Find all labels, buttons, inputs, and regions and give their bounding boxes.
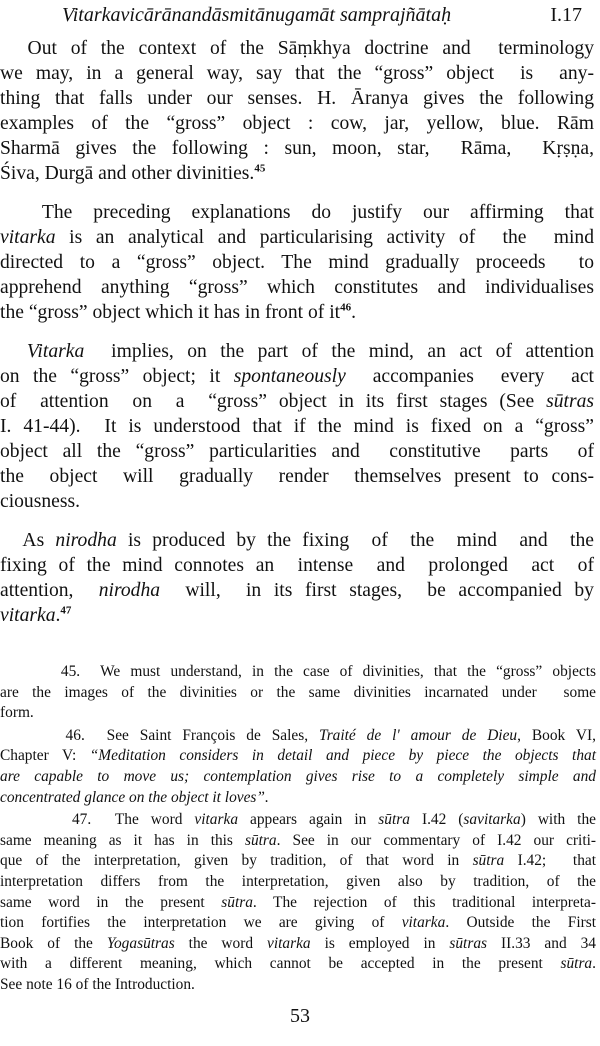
text-run: savitarka (463, 811, 521, 829)
text-line (0, 161, 594, 186)
text-run: . (55, 605, 61, 626)
text-run: Traité de l' amour de Dieu (318, 726, 518, 744)
text-line (0, 489, 594, 514)
text-run: vitarka (267, 934, 311, 952)
text-line (0, 389, 594, 414)
text-run: See note 16 of the Introduction. (0, 975, 195, 993)
text-run: I.42 ( (409, 811, 464, 829)
text-line (0, 111, 594, 136)
text-run: 45 (254, 162, 266, 175)
text-line (0, 703, 596, 724)
text-line (0, 464, 594, 489)
text-run: , Book VI, (517, 726, 596, 744)
footnotes (0, 662, 596, 998)
main-text (0, 36, 600, 642)
text-run: sūtras (449, 934, 488, 952)
text-line (0, 954, 596, 975)
text-run: apprehend anything “gross” which constitutes and individualises (0, 277, 594, 298)
text-line (0, 872, 596, 893)
text-run: of attention on a “gross” object in its first stages (See (0, 391, 547, 412)
text-run: 46. See Saint François de Sales, (0, 726, 319, 744)
text-run: same word in the present (0, 893, 222, 911)
text-line (0, 683, 596, 704)
text-run: sūtra (472, 852, 505, 870)
paragraph (0, 36, 594, 186)
running-header-title: Vitarkavicārānandāsmitānugamāt samprajñātaḥ (62, 4, 452, 26)
text-line (0, 662, 596, 683)
text-run: directed to a “gross” object. The mind gradually proceeds to (0, 252, 594, 273)
text-run: object all the “gross” particularities and constitutive parts of (0, 441, 594, 462)
running-header-ref: I.17 (550, 4, 582, 26)
text-line (0, 200, 594, 225)
footnote (0, 726, 596, 808)
text-run: “Meditation considers in detail and piece by piece the objects that (89, 747, 597, 765)
running-header (62, 4, 582, 30)
text-run: form. (0, 704, 34, 722)
text-run: thing that falls under our senses. H. Āranya gives the following (0, 88, 594, 109)
text-run: the object will gradually render themselves present to cons- (0, 466, 594, 487)
text-line (0, 61, 594, 86)
text-line (0, 810, 596, 831)
text-run: attention, (0, 580, 99, 601)
text-run: implies, on the part of the mind, an act of attention (84, 341, 594, 362)
text-run: with a different meaning, which cannot be accepted in the present (0, 955, 561, 973)
text-run: As (0, 530, 56, 551)
text-run: Out of the context of the Sāṃkhya doctrine and terminology (0, 38, 594, 59)
text-run: Vitarka (26, 341, 85, 362)
text-run: sūtra (244, 831, 277, 849)
text-run: is produced by the fixing of the mind and the (116, 530, 594, 551)
text-line (0, 225, 594, 250)
text-run: . The rejection of this traditional interpreta- (252, 893, 596, 911)
text-run: the word (174, 934, 268, 952)
text-run: sūtra (221, 893, 253, 911)
text-run: concentrated glance on the object it loves”. (0, 788, 269, 806)
text-line (0, 36, 594, 61)
text-line (0, 767, 596, 788)
text-run: we may, in a general way, say that the “gross” object is any- (0, 63, 594, 84)
paragraph (0, 528, 594, 628)
text-run: nirodha (55, 530, 117, 551)
text-line (0, 300, 594, 325)
text-run: sūtras (546, 391, 594, 412)
footnote (0, 662, 596, 724)
text-line (0, 831, 596, 852)
text-run: The preceding explanations do justify our affirming that (0, 202, 595, 223)
text-run: same meaning as it has in this (0, 831, 245, 849)
text-run: 47 (60, 604, 72, 617)
text-line (0, 439, 594, 464)
text-run: accompanies every act (345, 366, 594, 387)
text-run: vitarka (0, 227, 56, 248)
text-run: Śiva, Durgā and other divinities. (0, 163, 255, 184)
paragraph (0, 200, 594, 325)
text-run: appears again in (238, 811, 379, 829)
text-line (0, 603, 594, 628)
text-run: ) with the (520, 811, 596, 829)
text-line (0, 364, 594, 389)
text-run: I.42; that (504, 852, 596, 870)
text-run: fixing of the mind connotes an intense and prolonged act of (0, 555, 594, 576)
text-line (0, 726, 596, 747)
text-line (0, 913, 596, 934)
text-run: is an analytical and particularising activity of the mind (55, 227, 594, 248)
text-run: 45. We must understand, in the case of divinities, that the “gross” objects (0, 663, 596, 680)
text-run: 46 (340, 301, 352, 314)
text-run: I. 41-44). It is understood that if the mind is fixed on a “gross” (0, 416, 594, 437)
text-run: vitarka (0, 605, 56, 626)
text-run: Yogasūtras (106, 934, 175, 952)
page-number: 53 (290, 1005, 310, 1027)
text-run: is employed in (310, 934, 450, 952)
text-run: ciousness. (0, 491, 81, 512)
text-run: on the “gross” object; it (0, 366, 234, 387)
text-run: . Outside the First (445, 914, 596, 932)
text-line (0, 788, 596, 809)
text-run: Sharmā gives the following : sun, moon, star, Rāma, Kṛṣṇa, (0, 138, 594, 159)
text-run: the “gross” object which it has in front of it (0, 302, 341, 323)
text-run: interpretation differs from the interpretation, given also by tradition, of the (0, 872, 596, 890)
text-run: . See in our commentary of I.42 our criti- (276, 831, 596, 849)
text-run: Chapter V: (0, 747, 90, 765)
text-run: spontaneously (233, 366, 346, 387)
text-line (0, 528, 594, 553)
text-run: sūtra (378, 811, 410, 829)
text-line (0, 746, 596, 767)
text-run: will, in its first stages, be accompanied by (160, 580, 594, 601)
text-run: vitarka (401, 914, 446, 932)
text-run: examples of the “gross” object : cow, jar, yellow, blue. Rām (0, 113, 594, 134)
text-run: . (351, 302, 356, 323)
text-line (0, 553, 594, 578)
text-run: sūtra (560, 955, 593, 973)
text-line (0, 339, 594, 364)
text-line (0, 250, 594, 275)
text-line (0, 975, 596, 996)
footnote (0, 810, 596, 995)
text-line (0, 414, 594, 439)
text-run (0, 341, 27, 362)
text-run: 47. The word (0, 811, 195, 829)
text-line (0, 275, 594, 300)
text-run: . (592, 955, 596, 973)
text-line (0, 934, 596, 955)
text-line (0, 136, 594, 161)
text-line (0, 893, 596, 914)
text-run: que of the interpretation, given by tradition, of that word in (0, 852, 473, 870)
text-line (0, 851, 596, 872)
text-run: Book of the (0, 934, 107, 952)
text-run: are the images of the divinities or the same divinities incarnated under some (0, 683, 596, 701)
text-run: vitarka (194, 811, 239, 829)
text-run: nirodha (98, 580, 161, 601)
text-run: are capable to move us; contemplation gives rise to a completely simple and (0, 767, 596, 785)
text-run: tion fortifies the interpretation we are giving of (0, 914, 402, 932)
text-run: II.33 and 34 (487, 934, 596, 952)
paragraph (0, 339, 594, 514)
text-line (0, 578, 594, 603)
text-line (0, 86, 594, 111)
